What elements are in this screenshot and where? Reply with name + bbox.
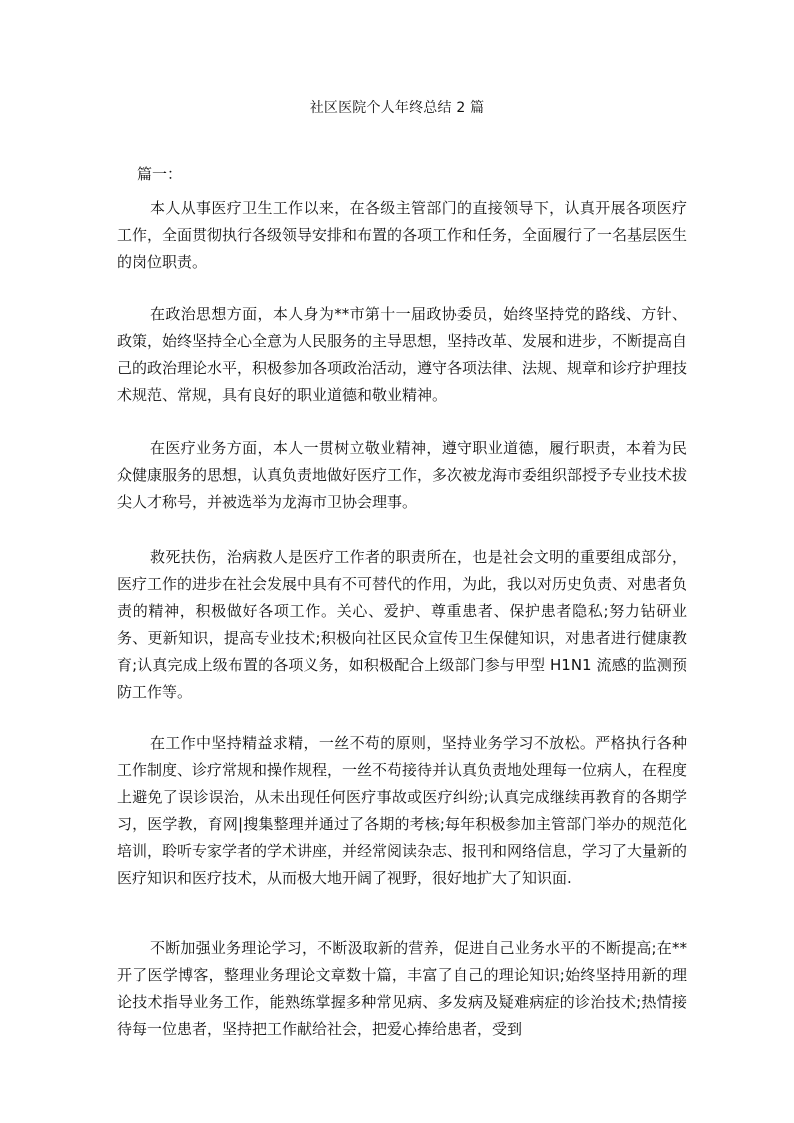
paragraph-medical-work: 在医疗业务方面，本人一贯树立敬业精神，遵守职业道德，履行职责，本着为民众健康服务的思想，认真负责地做好医疗工作，多次被龙海市委组织部授予专业技术拔尖人才称号，并被选举为龙海市卫协会理事。 [117, 439, 688, 511]
document-title: 社区医院个人年终总结 2 篇 [309, 100, 485, 116]
paragraph-intro: 本人从事医疗卫生工作以来，在各级主管部门的直接领导下，认真开展各项医疗工作，全面贯彻执行各级领导安排和布置的各项工作和任务，全面履行了一名基层医生的岗位职责。 [117, 199, 688, 271]
section-label: 篇一： [137, 165, 183, 183]
paragraph-study: 在工作中坚持精益求精，一丝不苟的原则，坚持业务学习不放松。严格执行各种工作制度、诊疗常规和操作规程，一丝不苟接待并认真负责地处理每一位病人，在程度上避免了误诊误治，从未出现任何医疗事故或医疗纠纷;认真完成继续再教育的各期学习，医学教，育网|搜集整理并通过了各期的考核;每年积极参加主管部门举办的规范化培训，聆听专家学者的学术讲座，并经常阅读杂志、报刊和网络信息，学习了大量新的医疗知识和医疗技术，从而极大地开阔了视野，很好地扩大了知识面. [117, 734, 688, 887]
paragraph-political: 在政治思想方面，本人身为**市第十一届政协委员，始终坚持党的路线、方针、政策，始终坚持全心全意为人民服务的主导思想，坚持改革、发展和进步，不断提高自己的政治理论水平，积极参加各项政治活动，遵守各项法律、法规、规章和诊疗护理技术规范、常规，具有良好的职业道德和敬业精神。 [117, 305, 688, 404]
paragraph-duty: 救死扶伤，治病救人是医疗工作者的职责所在，也是社会文明的重要组成部分，医疗工作的进步在社会发展中具有不可替代的作用，为此，我以对历史负责、对患者负责的精神，积极做好各项工作。关心、爱护、尊重患者、保护患者隐私;努力钻研业务、更新知识，提高专业技术;积极向社区民众宣传卫生保健知识，对患者进行健康教育;认真完成上级布置的各项义务，如积极配合上级部门参与甲型 H1N1 流感的监测预防工作等。 [117, 548, 688, 701]
paragraph-theory: 不断加强业务理论学习，不断汲取新的营养，促进自己业务水平的不断提高;在**开了医学博客，整理业务理论文章数十篇，丰富了自己的理论知识;始终坚持用新的理论技术指导业务工作，能熟练掌握多种常见病、多发病及疑难病症的诊治技术;热情接待每一位患者，坚持把工作献给社会，把爱心捧给患者，受到 [117, 939, 687, 1038]
